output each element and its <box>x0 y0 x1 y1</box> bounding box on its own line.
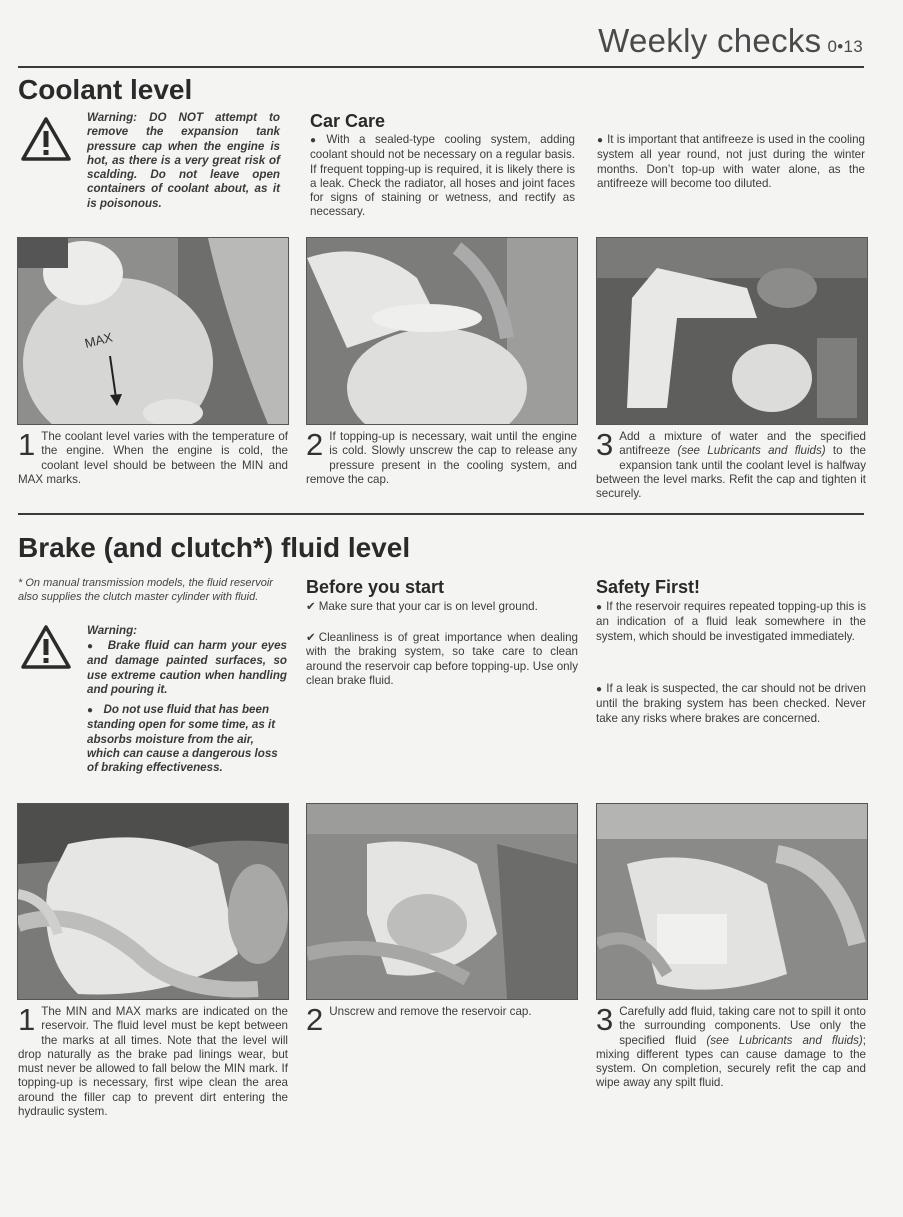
safety-paragraph-2: ● If a leak is suspected, the car should not be driven until the braking system has been checked. Never take any risks where brakes are concerned. <box>596 682 866 726</box>
brake-photo-2 <box>306 803 578 1000</box>
section-divider <box>18 513 864 515</box>
header-title: Weekly checks <box>598 22 822 59</box>
brake-warning-1: ● Brake fluid can harm your eyes and damage painted surfaces, so use extreme caution when handling and pouring it. <box>87 639 287 697</box>
brake-footnote: * On manual transmission models, the fluid reservoir also supplies the clutch master cylinder with fluid. <box>18 577 273 603</box>
header-rule <box>18 66 864 68</box>
car-care-paragraph-2: ● It is important that antifreeze is used in the cooling system all year round, not just during the winter months. Don’t top-up with water alone, as the antifreeze will become too diluted. <box>597 133 865 191</box>
brake-warning-label: Warning: <box>87 624 138 637</box>
coolant-photo-3 <box>596 237 868 425</box>
coolant-warning: Warning: DO NOT attempt to remove the expansion tank pressure cap when the engine is hot, as there is a very great risk of scalding. Do not leave open containers of coolant about, as it is poisonous. <box>87 111 280 210</box>
car-care-paragraph-1: ● With a sealed-type cooling system, adding coolant should not be necessary on a regular basis. If frequent topping-up is required, it is likely there is a leak. Check the radiator, all hoses and joint faces for signs of staining or wetness, and rectify as necessary. <box>310 133 575 220</box>
safety-first-title: Safety First! <box>596 577 701 597</box>
brake-step-3: 3 Carefully add fluid, taking care not to spill it onto the surrounding components. Use only the specified fluid (see Lubricants and fluids); mixing different types can cause damage to the system. On completion, securely refit the cap and wipe away any spilt fluid. <box>596 1002 866 1090</box>
brake-step-1: 1 The MIN and MAX marks are indicated on the reservoir. The fluid level must be kept between the marks at all times. Note that the level will drop naturally as the brake pad linings wear, but must never be allowed to fall below the MIN mark. If topping-up is necessary, first wipe clean the area around the filler cap to prevent dirt entering the hydraulic system. <box>18 1002 288 1119</box>
page-number: 0•13 <box>827 37 863 56</box>
car-care-title: Car Care <box>310 111 386 131</box>
coolant-photo-1 <box>17 237 289 425</box>
brake-warning-icon <box>20 624 72 675</box>
before-paragraph-1: ✔ Make sure that your car is on level ground. <box>306 600 578 614</box>
before-you-start-title: Before you start <box>306 577 445 597</box>
page-header <box>598 22 863 60</box>
brake-warning-2: ● Do not use fluid that has been standing open for some time, as it absorbs moisture from the air, which can cause a dangerous loss of braking effectiveness. <box>87 703 287 775</box>
coolant-section-title: Coolant level <box>18 74 193 105</box>
brake-section-title: Brake (and clutch*) fluid level <box>18 532 411 563</box>
before-paragraph-2: ✔ Cleanliness is of great importance when dealing with the braking system, so take care to clean around the reservoir cap before topping-up. Use only clean brake fluid. <box>306 631 578 688</box>
coolant-photo-2 <box>306 237 578 425</box>
brake-step-2: 2 Unscrew and remove the reservoir cap. <box>306 1002 532 1037</box>
coolant-step-3: 3 Add a mixture of water and the specified antifreeze (see Lubricants and fluids) to the expansion tank until the coolant level is halfway between the level marks. Refit the cap and tighten it securely. <box>596 427 866 501</box>
brake-photo-3 <box>596 803 868 1000</box>
safety-paragraph-1: ● If the reservoir requires repeated topping-up this is an indication of a fluid leak somewhere in the system, which should be investigated immediately. <box>596 600 866 644</box>
coolant-step-1: 1 The coolant level varies with the temperature of the engine. When the engine is cold, the coolant level should be between the MIN and MAX marks. <box>18 427 288 486</box>
coolant-step-2: 2 If topping-up is necessary, wait until the engine is cold. Slowly unscrew the cap to release any pressure present in the cooling system, and remove the cap. <box>306 427 577 486</box>
max-label: MAX <box>83 329 115 351</box>
warning-icon <box>20 116 72 167</box>
brake-photo-1 <box>17 803 289 1000</box>
